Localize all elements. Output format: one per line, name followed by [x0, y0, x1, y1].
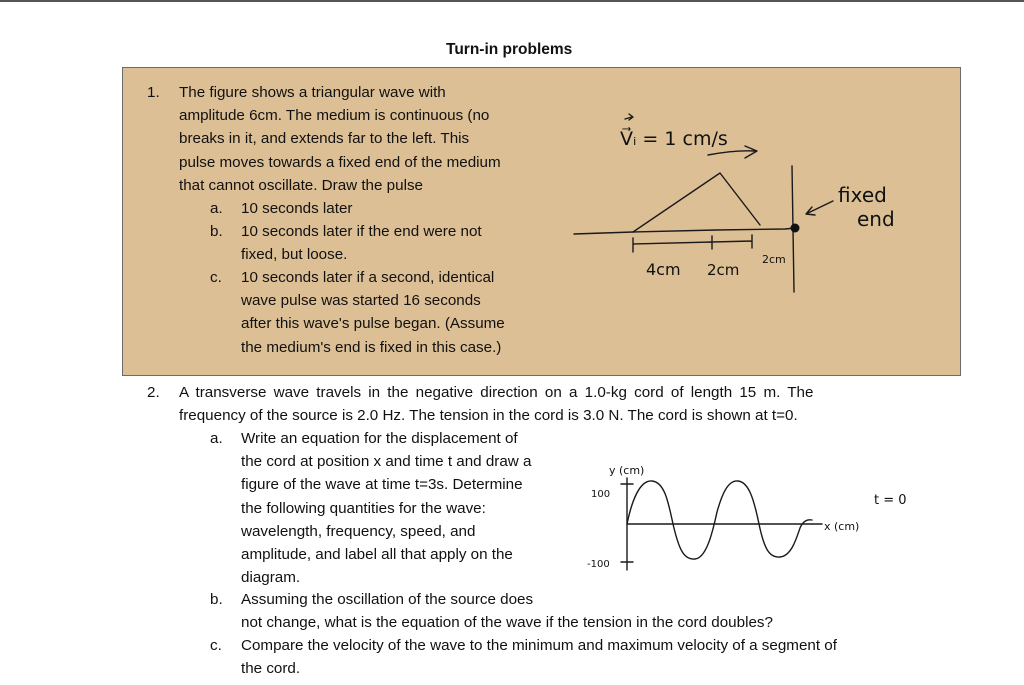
- dimension-2cm-label: 2cm: [707, 261, 740, 279]
- problem-2-a-line: the following quantities for the wave:: [241, 499, 486, 517]
- problem-1-c-line: 10 seconds later if a second, identical: [241, 269, 495, 286]
- problem-2-a-line: figure of the wave at time t=3s. Determine: [241, 476, 523, 494]
- problem-2-a-line: diagram.: [241, 569, 301, 587]
- problem-1-b-line: 10 seconds later if the end were not: [241, 223, 482, 240]
- problem-1-c-line: the medium's end is fixed in this case.): [241, 338, 502, 356]
- problem-2-number: 2.: [147, 384, 160, 401]
- problem-1-line: that cannot oscillate. Draw the pulse: [179, 176, 423, 194]
- problem-2-b-line: Assuming the oscillation of the source does: [241, 591, 534, 608]
- problem-2-a-line: wavelength, frequency, speed, and: [241, 522, 476, 540]
- dimension-4cm-label: 4cm: [646, 260, 681, 279]
- end-label: end: [857, 207, 895, 231]
- problem-1-b-line: fixed, but loose.: [241, 246, 348, 264]
- problem-1-line: breaks in it, and extends far to the left. This: [179, 130, 470, 148]
- problem-1-line: amplitude 6cm. The medium is continuous (no: [179, 107, 490, 125]
- problem-1-line: The figure shows a triangular wave with: [179, 84, 446, 101]
- problem-1-line: pulse moves towards a fixed end of the medium: [179, 153, 501, 171]
- wave-curve: [627, 481, 812, 559]
- problem-2-intro-line: A transverse wave travels in the negative direction on a 1.0-kg cord of length 15 m. The: [179, 384, 814, 401]
- page-title: Turn-in problems: [446, 41, 573, 58]
- problem-2-c-line: Compare the velocity of the wave to the minimum and maximum velocity of a segment of: [241, 637, 837, 654]
- problem-2-a-line: amplitude, and label all that apply on the: [241, 546, 513, 564]
- problem-1-a-label: a.: [210, 200, 223, 217]
- x-axis-label: x (cm): [824, 520, 860, 533]
- problem-2-intro-line: frequency of the source is 2.0 Hz. The tension in the cord is 3.0 N. The cord is shown at t=0.: [179, 407, 798, 425]
- problem-2-a-line: the cord at position x and time t and draw a: [241, 453, 532, 471]
- problem-1-b-label: b.: [210, 223, 223, 240]
- y-max-label: 100: [591, 489, 611, 500]
- problem-1-a-line: 10 seconds later: [241, 200, 353, 217]
- problem-1-c-line: wave pulse was started 16 seconds: [241, 292, 481, 310]
- problem-1-c-label: c.: [210, 269, 222, 286]
- problem-2-c-label: c.: [210, 637, 222, 654]
- problem-2-b-label: b.: [210, 591, 223, 608]
- y-axis-label: y (cm): [609, 464, 645, 477]
- fixed-label: fixed: [838, 183, 887, 207]
- problem-1-c-line: after this wave's pulse began. (Assume: [241, 315, 505, 333]
- problem-2-b-line: not change, what is the equation of the wave if the tension in the cord doubles?: [241, 614, 773, 632]
- velocity-label: V⃗ᵢ = 1 cm/s: [620, 128, 728, 150]
- time-label: t = 0: [874, 493, 907, 508]
- y-min-label: -100: [587, 559, 610, 570]
- problem-2-c-line: the cord.: [241, 660, 301, 678]
- problem-2-a-label: a.: [210, 430, 223, 447]
- dimension-2cm-small-label: 2cm: [762, 253, 786, 266]
- problem-1-number: 1.: [147, 84, 160, 101]
- problem-2-a-line: Write an equation for the displacement of: [241, 430, 518, 447]
